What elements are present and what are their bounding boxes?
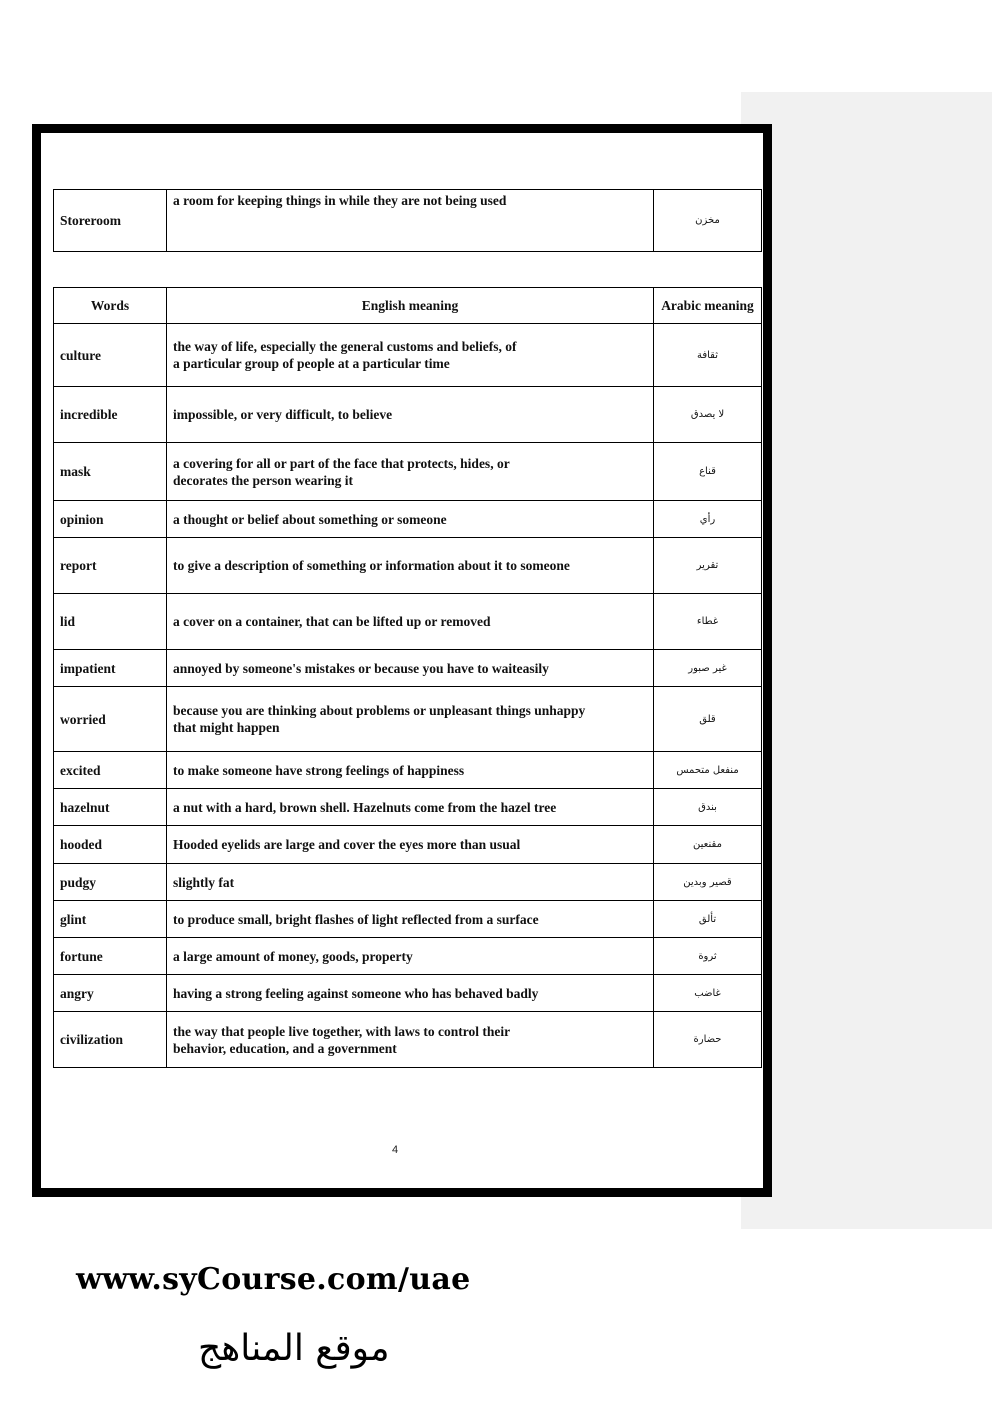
table-row: [54, 190, 762, 252]
arabic-meaning-cell: ثقافة: [654, 324, 762, 387]
english-meaning-cell: to give a description of something or information about it to someone: [167, 538, 654, 594]
english-meaning-cell: because you are thinking about problems or unpleasant things unhappy that might happen: [167, 687, 654, 752]
header-english-meaning: English meaning: [167, 288, 654, 324]
page-number: 4: [391, 1144, 399, 1156]
table-row: [54, 752, 762, 789]
right-margin-band: [741, 92, 992, 1229]
arabic-meaning-cell: قناع: [654, 443, 762, 501]
english-meaning-cell: a large amount of money, goods, property: [167, 938, 654, 975]
table-row: [54, 864, 762, 901]
table-row: [54, 1012, 762, 1068]
english-meaning-cell: having a strong feeling against someone who has behaved badly: [167, 975, 654, 1012]
arabic-meaning-cell: تألق: [654, 901, 762, 938]
word-cell: hazelnut: [54, 789, 167, 826]
table-row: [54, 826, 762, 864]
word-cell: lid: [54, 594, 167, 650]
arabic-meaning-cell: مقنعين: [654, 826, 762, 864]
table-row: [54, 501, 762, 538]
word-cell: excited: [54, 752, 167, 789]
table-row: [54, 901, 762, 938]
header-arabic-meaning: Arabic meaning: [654, 288, 762, 324]
word-cell: report: [54, 538, 167, 594]
table-row: [54, 443, 762, 501]
word-cell: worried: [54, 687, 167, 752]
arabic-meaning-cell: مخزن: [654, 190, 762, 252]
arabic-meaning-cell: تقرير: [654, 538, 762, 594]
word-cell: pudgy: [54, 864, 167, 901]
table-row: [54, 938, 762, 975]
english-meaning-cell: to make someone have strong feelings of happiness: [167, 752, 654, 789]
storeroom-table: [53, 189, 762, 252]
table-row: [54, 975, 762, 1012]
word-cell: impatient: [54, 650, 167, 687]
english-meaning-cell: a room for keeping things in while they are not being used: [167, 190, 654, 252]
header-words: Words: [54, 288, 167, 324]
vocabulary-table: [53, 287, 762, 1068]
arabic-meaning-cell: غطاء: [654, 594, 762, 650]
word-cell: hooded: [54, 826, 167, 864]
word-cell: glint: [54, 901, 167, 938]
english-meaning-cell: impossible, or very difficult, to believe: [167, 387, 654, 443]
arabic-meaning-cell: بندق: [654, 789, 762, 826]
arabic-meaning-cell: منفعل متحمس: [654, 752, 762, 789]
site-arabic-name: موقع المناهج: [198, 1328, 390, 1369]
word-cell: mask: [54, 443, 167, 501]
table-row: [54, 538, 762, 594]
arabic-meaning-cell: غاضب: [654, 975, 762, 1012]
arabic-meaning-cell: ثروة: [654, 938, 762, 975]
vocabulary-rows: [54, 324, 762, 1068]
table-header-row: [54, 288, 762, 324]
english-meaning-cell: annoyed by someone's mistakes or because you have to waiteasily: [167, 650, 654, 687]
arabic-meaning-cell: قلق: [654, 687, 762, 752]
english-meaning-cell: a cover on a container, that can be lifted up or removed: [167, 594, 654, 650]
word-cell: angry: [54, 975, 167, 1012]
table-row: [54, 594, 762, 650]
arabic-meaning-cell: حضارة: [654, 1012, 762, 1068]
english-meaning-cell: a thought or belief about something or someone: [167, 501, 654, 538]
arabic-meaning-cell: غير صبور: [654, 650, 762, 687]
english-meaning-cell: the way that people live together, with laws to control their behavior, education, and a government: [167, 1012, 654, 1068]
table-row: [54, 650, 762, 687]
english-meaning-cell: to produce small, bright flashes of light reflected from a surface: [167, 901, 654, 938]
table-row: [54, 789, 762, 826]
english-meaning-cell: a covering for all or part of the face that protects, hides, or decorates the person wearing it: [167, 443, 654, 501]
arabic-meaning-cell: رأي: [654, 501, 762, 538]
table-row: [54, 387, 762, 443]
site-url: www.syCourse.com/uae: [76, 1262, 471, 1297]
word-cell: culture: [54, 324, 167, 387]
english-meaning-cell: a nut with a hard, brown shell. Hazelnuts come from the hazel tree: [167, 789, 654, 826]
word-cell: Storeroom: [54, 190, 167, 252]
table-row: [54, 324, 762, 387]
english-meaning-cell: slightly fat: [167, 864, 654, 901]
english-meaning-cell: Hooded eyelids are large and cover the eyes more than usual: [167, 826, 654, 864]
arabic-meaning-cell: قصير وبدين: [654, 864, 762, 901]
arabic-meaning-cell: لا يصدق: [654, 387, 762, 443]
english-meaning-cell: the way of life, especially the general customs and beliefs, of a particular group of people at a particular time: [167, 324, 654, 387]
word-cell: opinion: [54, 501, 167, 538]
word-cell: incredible: [54, 387, 167, 443]
word-cell: civilization: [54, 1012, 167, 1068]
table-row: [54, 687, 762, 752]
word-cell: fortune: [54, 938, 167, 975]
